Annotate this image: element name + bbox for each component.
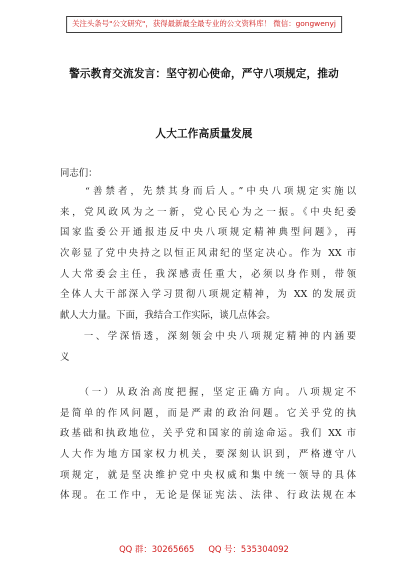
paragraph-line: 政基础和执政地位，关乎党和国家的前途命运。我们 XX 市 <box>60 428 356 440</box>
paragraph-line: 献人大力量。下面，我结合工作实际，谈几点体会。 <box>60 310 276 322</box>
paragraph-line: 义 <box>60 351 70 363</box>
promo-banner: 关注头条号"公文研究"，获得最新最全最专业的公文资料库！ 微信：gongwenyj <box>66 16 342 33</box>
paragraph-2 <box>60 383 356 507</box>
paragraph-line: 人大常委会主任，我深感责任重大，必须以身作则，带领 <box>60 268 356 280</box>
paragraph-line: 是简单的作风问题，而是严肃的政治问题。它关乎党的执 <box>60 407 356 419</box>
qq-number: QQ 号：535304092 <box>208 544 289 554</box>
document-title-line-2: 人大工作高质量发展 <box>155 128 253 140</box>
paragraph-1 <box>60 182 356 327</box>
greeting: 同志们： <box>60 168 98 179</box>
document-title-line-1: 警示教育交流发言：坚守初心使命，严守八项规定，推动 <box>69 68 339 80</box>
paragraph-line: “善禁者，先禁其身而后人。”中央八项规定实施以 <box>60 186 356 197</box>
qq-group: QQ 群：30265665 <box>119 544 195 554</box>
paragraph-line: 次彰显了党中央持之以恒正风肃纪的坚定决心。作为 XX 市 <box>60 248 356 260</box>
paragraph-line: 人大作为地方国家权力机关，要深刻认识到，严格遵守八 <box>60 449 356 461</box>
paragraph-line: 项规定，就是坚决维护党中央权威和集中统一领导的具体 <box>60 469 356 481</box>
paragraph-line: 来，党风政风为之一新，党心民心为之一振。《中央纪委 <box>60 206 356 218</box>
section-heading-1 <box>60 327 356 368</box>
paragraph-line: 全体人大干部深入学习贯彻八项规定精神，为 XX 的发展贡 <box>60 289 356 301</box>
paragraph-line: （一）从政治高度把握，坚定正确方向。八项规定不 <box>60 387 356 398</box>
paragraph-line: 一、学深悟透，深刻领会中央八项规定精神的内涵要 <box>60 331 356 342</box>
paragraph-line: 体现。在工作中，无论是保证宪法、法律、行政法规在本 <box>60 490 356 502</box>
paragraph-line: 国家监委公开通报违反中央八项规定精神典型问题》，再 <box>60 227 356 239</box>
contact-footer <box>0 543 408 555</box>
